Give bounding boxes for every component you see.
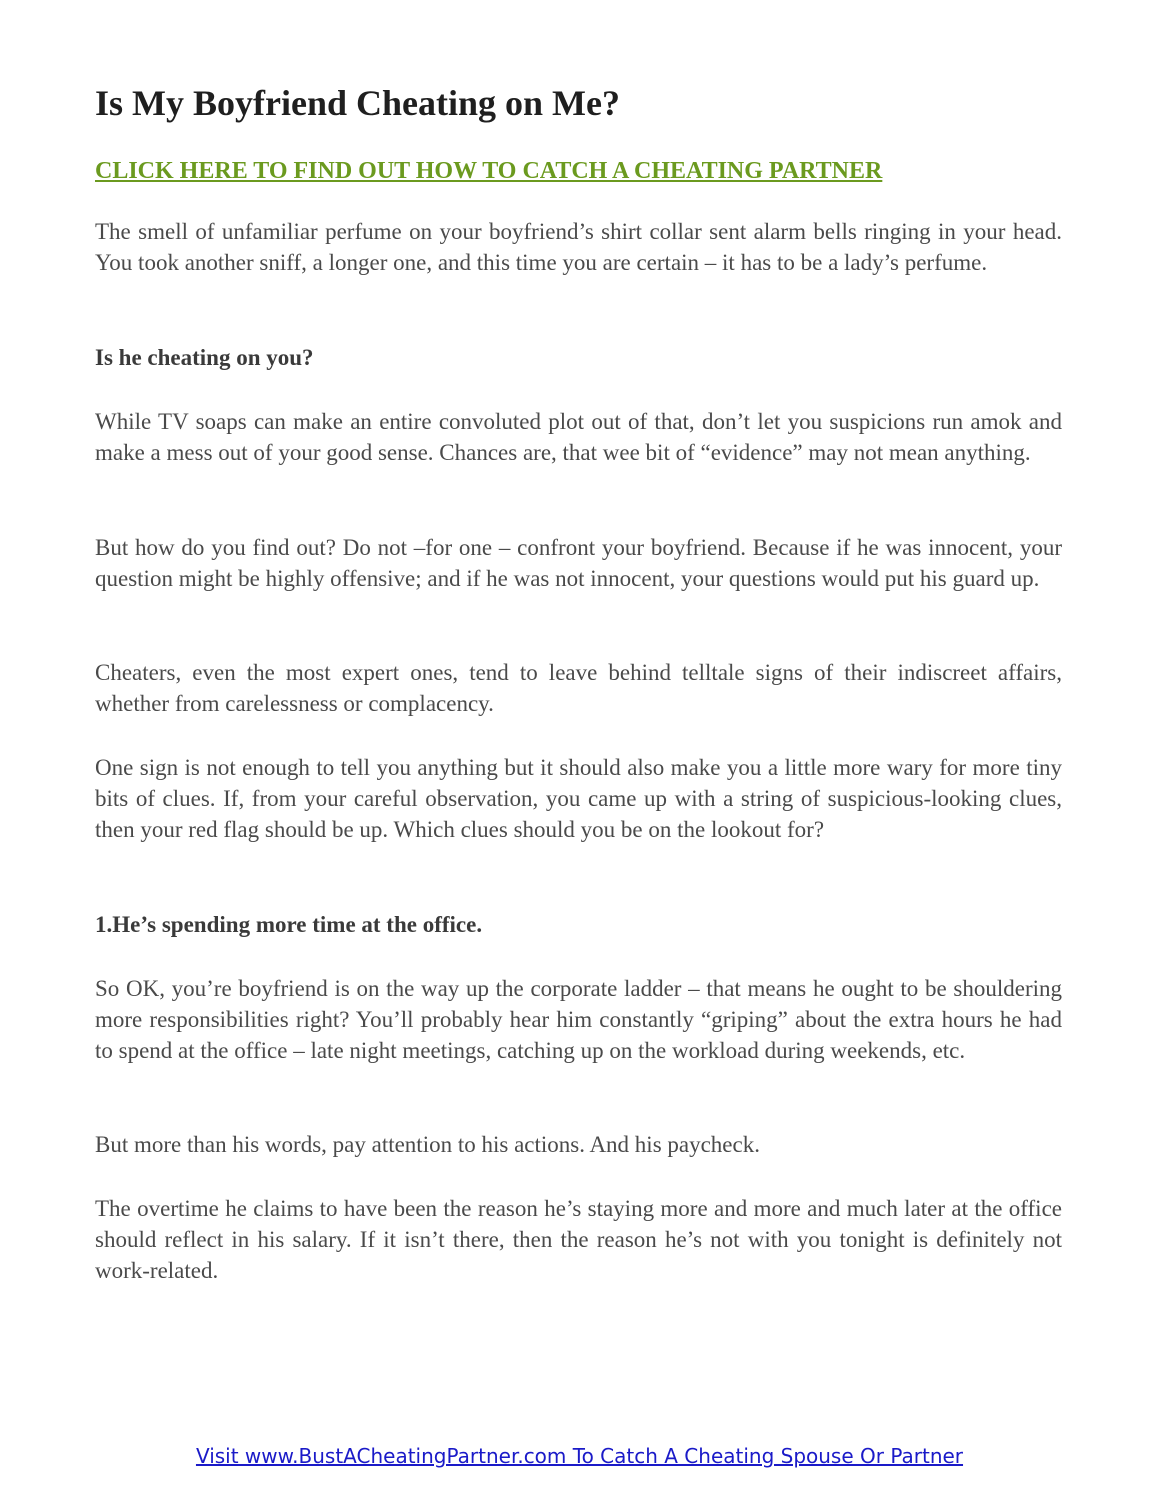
paragraph-one-sign: One sign is not enough to tell you anything but it should also make you a little more wary for more tiny bits of clues. If, from your careful observation, you came up with a string of suspicious-looking clues, then your red flag should be up. Which clues should you be on the lookout for? — [95, 755, 1062, 842]
paragraph-overtime: The overtime he claims to have been the reason he’s staying more and more and much later at the office should reflect in his salary. If it isn’t there, then the reason he’s not with you tonight is definitely not work-related. — [95, 1196, 1062, 1283]
paragraph-how-to-find-out: But how do you find out? Do not –for one – confront your boyfriend. Because if he was innocent, your question might be highly offensive; and if he was not innocent, your questions would put his guard up. — [95, 535, 1062, 591]
page-title: Is My Boyfriend Cheating on Me? — [95, 83, 620, 123]
footer-website-link[interactable]: Visit www.BustACheatingPartner.com To Catch A Cheating Spouse Or Partner — [195, 1444, 964, 1468]
subheading-is-he-cheating: Is he cheating on you? — [95, 345, 314, 370]
catch-cheating-partner-link[interactable]: CLICK HERE TO FIND OUT HOW TO CATCH A CHEATING PARTNER — [95, 158, 883, 184]
paragraph-paycheck: But more than his words, pay attention to his actions. And his paycheck. — [95, 1132, 760, 1157]
subheading-sign-1: 1.He’s spending more time at the office. — [95, 912, 483, 937]
paragraph-tv-soaps: While TV soaps can make an entire convoluted plot out of that, don’t let you suspicions run amok and make a mess out of your good sense. Chances are, that wee bit of “evidence” may not mean anything. — [95, 409, 1062, 465]
paragraph-telltale-signs: Cheaters, even the most expert ones, tend to leave behind telltale signs of their indiscreet affairs, whether from carelessness or complacency. — [95, 660, 1062, 716]
intro-paragraph: The smell of unfamiliar perfume on your boyfriend’s shirt collar sent alarm bells ringing in your head. You took another sniff, a longer one, and this time you are certain – it has to be a lady’s perfume. — [95, 219, 1062, 275]
paragraph-corporate-ladder: So OK, you’re boyfriend is on the way up the corporate ladder – that means he ought to be shouldering more responsibilities right? You’ll probably hear him constantly “griping” about the extra hours he had to spend at the office – late night meetings, catching up on the workload during weekends, etc. — [95, 976, 1062, 1063]
